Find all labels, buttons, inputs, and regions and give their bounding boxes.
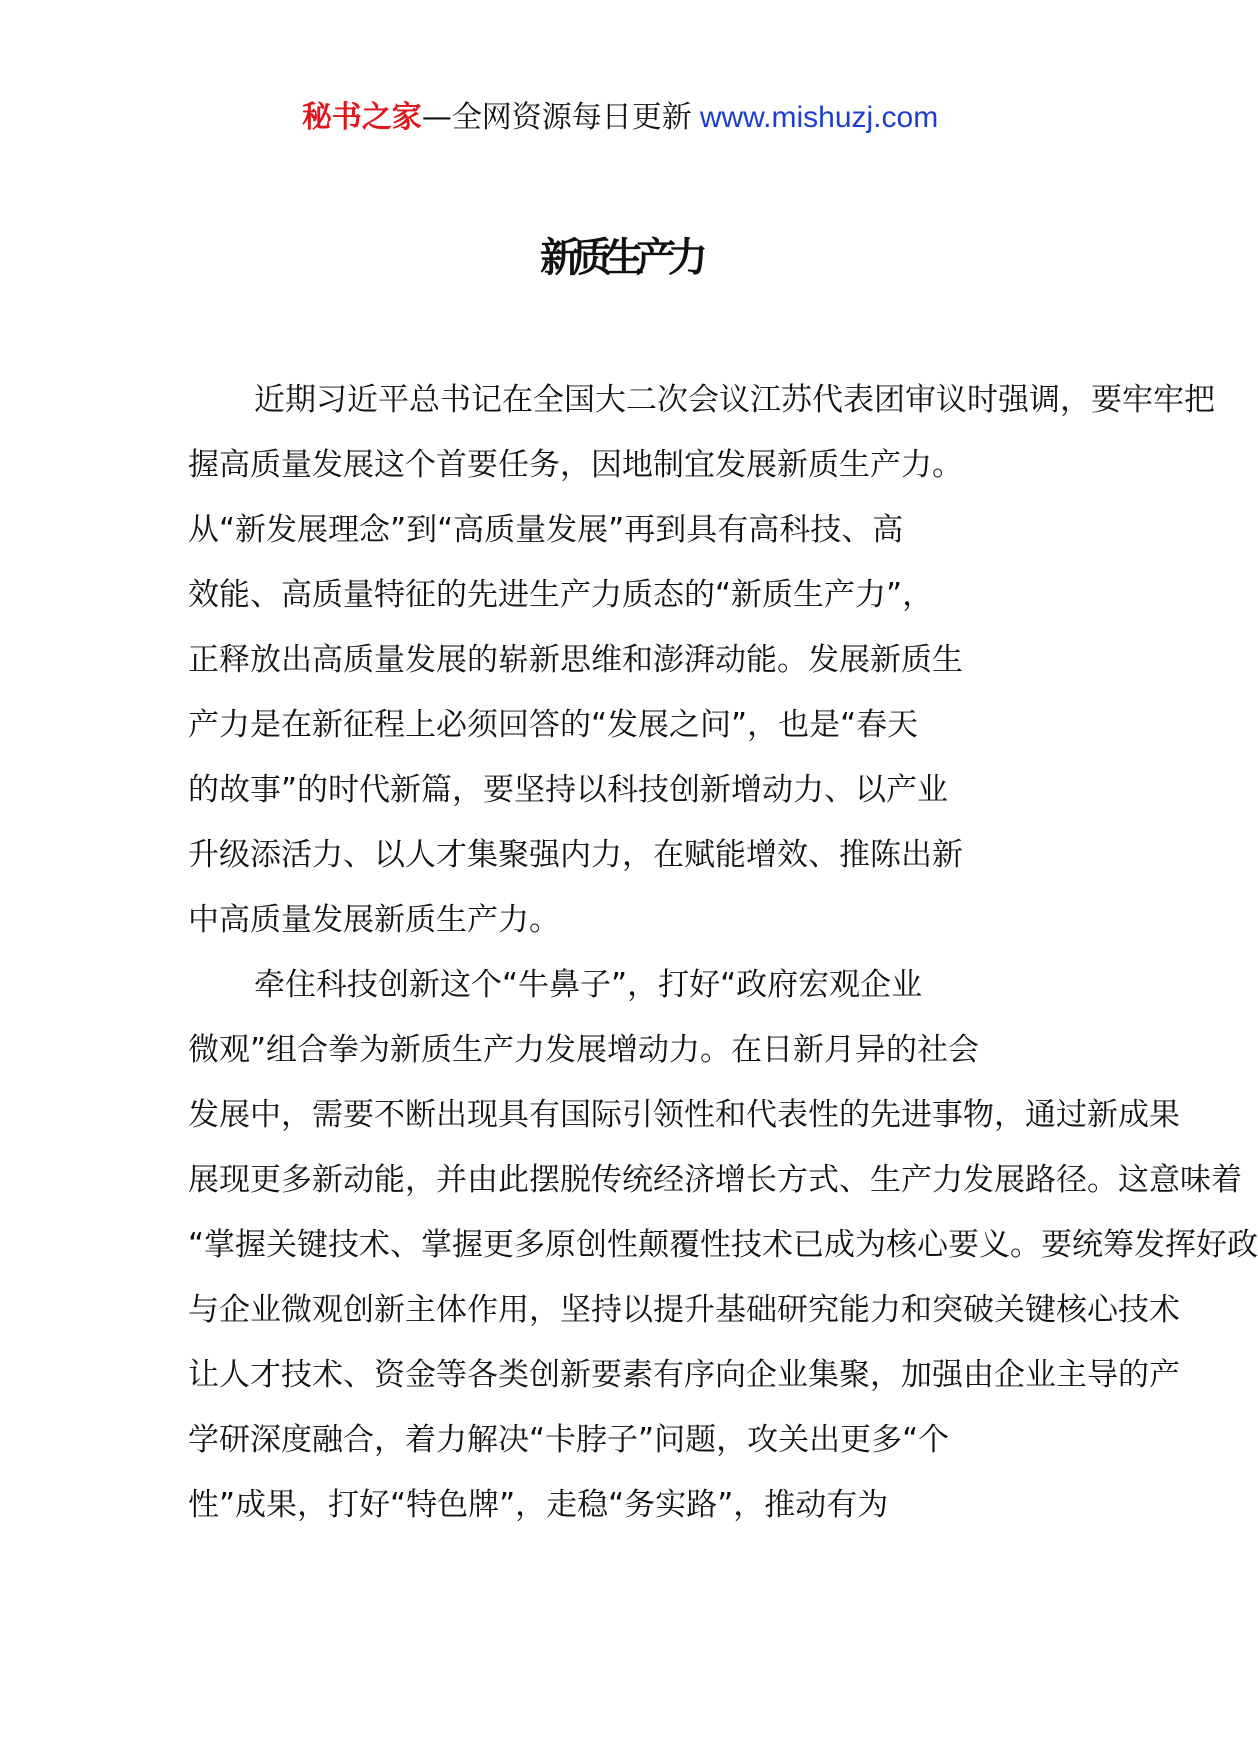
body-line: 近期习近平总书记在全国大二次会议江苏代表团审议时强调，要牢牢把	[254, 382, 1215, 418]
body-line: 让人才技术、资金等各类创新要素有序向企业集聚，加强由企业主导的产	[188, 1357, 1180, 1393]
body-line: 学研深度融合，着力解决“卡脖子”问题，攻关出更多“个	[188, 1422, 950, 1458]
body-line: 效能、高质量特征的先进生产力质态的“新质生产力”，	[188, 577, 934, 613]
body-line: 升级添活力、以人才集聚强内力，在赋能增效、推陈出新	[188, 837, 963, 873]
body-line: 发展中，需要不断出现具有国际引领性和代表性的先进事物，通过新成果	[188, 1097, 1180, 1133]
site-tagline: —全网资源每日更新	[421, 100, 692, 135]
body-line: “掌握关键技术、掌握更多原创性颠覆性技术已成为核心要义。要统筹发挥好政	[188, 1227, 1258, 1263]
body-line: 产力是在新征程上必须回答的“发展之问”，也是“春天	[188, 707, 919, 743]
body-line: 中高质量发展新质生产力。	[188, 902, 560, 938]
body-line: 握高质量发展这个首要任务，因地制宜发展新质生产力。	[188, 447, 963, 483]
body-line: 与企业微观创新主体作用，坚持以提升基础研究能力和突破关键核心技术	[188, 1292, 1180, 1328]
body-line: 从“新发展理念”到“高质量发展”再到具有高科技、高	[188, 512, 904, 548]
body-line: 牵住科技创新这个“牛鼻子”，打好“政府宏观企业	[254, 967, 923, 1003]
site-url-link[interactable]: www.mishuzj.com	[699, 101, 939, 134]
site-header	[0, 98, 1240, 138]
body-line: 微观”组合拳为新质生产力发展增动力。在日新月异的社会	[188, 1032, 980, 1068]
body-line: 展现更多新动能，并由此摆脱传统经济增长方式、生产力发展路径。这意味着	[188, 1162, 1242, 1198]
document-body	[188, 368, 1258, 1538]
body-line: 性”成果，打好“特色牌”，走稳“务实路”，推动有为	[188, 1487, 889, 1523]
body-line: 正释放出高质量发展的崭新思维和澎湃动能。发展新质生	[188, 642, 963, 678]
body-line: 的故事”的时代新篇，要坚持以科技创新增动力、以产业	[188, 772, 949, 808]
document-title: 新质生产力	[540, 235, 700, 281]
site-brand: 秘书之家	[301, 100, 422, 135]
